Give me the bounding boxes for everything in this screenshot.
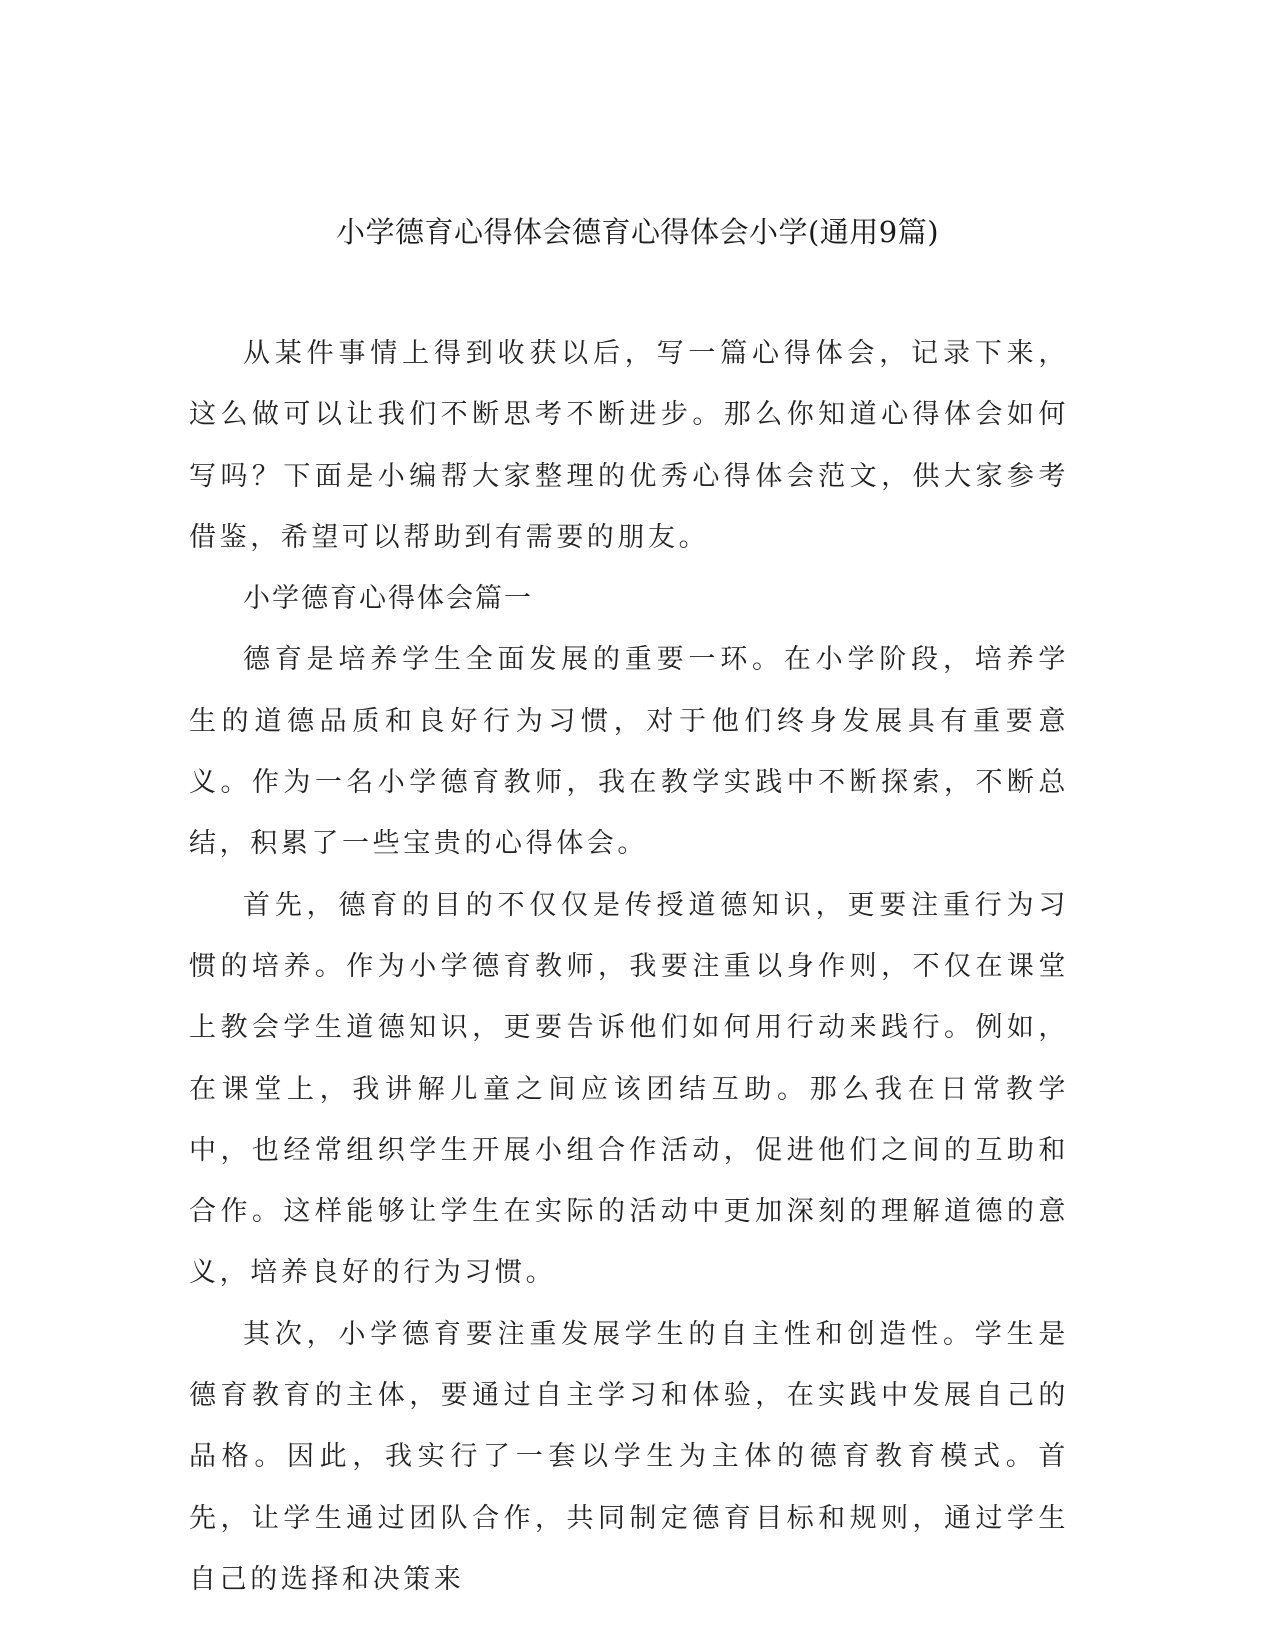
body-paragraph: 德育是培养学生全面发展的重要一环。在小学阶段，培养学生的道德品质和良好行为习惯，对于他们终身发展具有重要意义。作为一名小学德育教师，我在教学实践中不断探索，不断总结，积累了一些宝贵的心得体会。 (189, 644, 1069, 860)
body-paragraph: 其次，小学德育要注重发展学生的自主性和创造性。学生是德育教育的主体，要通过自主学习和体验，在实践中发展自己的品格。因此，我实行了一套以学生为主体的德育教育模式。首先，让学生通过团队合作，共同制定德育目标和规则，通过学生自己的选择和决策来 (189, 1318, 1069, 1595)
body-paragraph: 首先，德育的目的不仅仅是传授道德知识，更要注重行为习惯的培养。作为小学德育教师，我要注重以身作则，不仅在课堂上教会学生道德知识，更要告诉他们如何用行动来践行。例如，在课堂上，我讲解儿童之间应该团结互助。那么我在日常教学中，也经常组织学生开展小组合作活动，促进他们之间的互助和合作。这样能够让学生在实际的活动中更加深刻的理解道德的意义，培养良好的行为习惯。 (189, 889, 1069, 1289)
document-body (189, 323, 1069, 1610)
intro-paragraph: 从某件事情上得到收获以后，写一篇心得体会，记录下来，这么做可以让我们不断思考不断进步。那么你知道心得体会如何写吗？下面是小编帮大家整理的优秀心得体会范文，供大家参考借鉴，希望可以帮助到有需要的朋友。 (189, 338, 1069, 553)
document-title: 小学德育心得体会德育心得体会小学(通用9篇) (335, 215, 940, 249)
section-heading: 小学德育心得体会篇一 (243, 583, 533, 615)
